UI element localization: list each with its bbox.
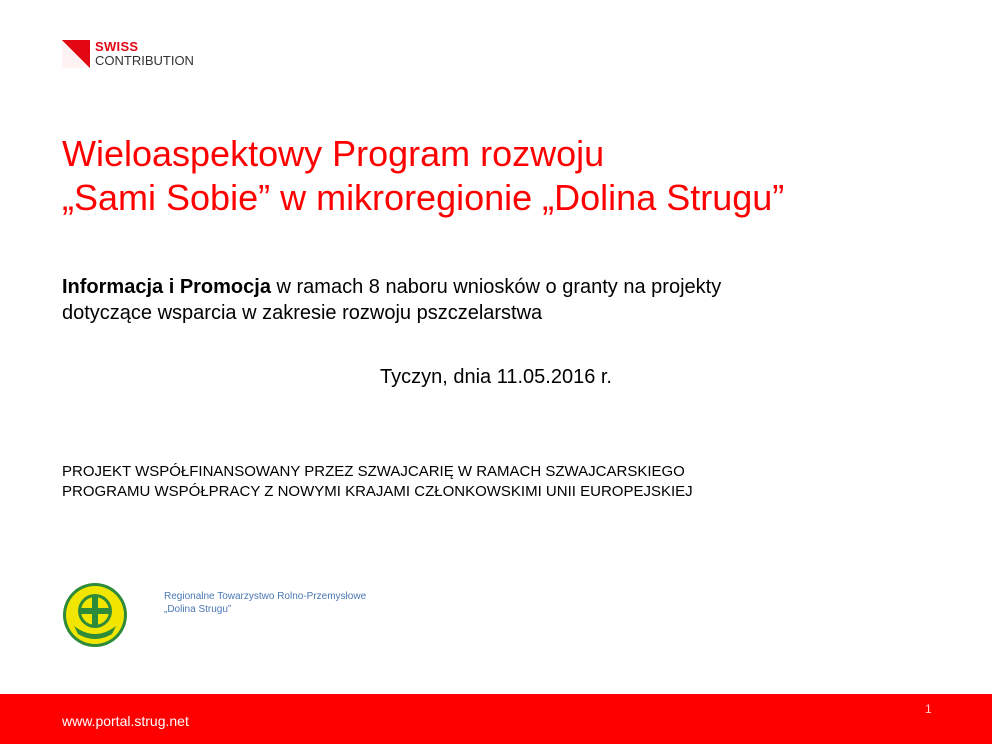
organization-emblem-icon: [62, 582, 128, 648]
project-statement: [62, 462, 962, 502]
slide-title: [62, 132, 942, 220]
swiss-flag-icon: [62, 40, 90, 68]
page-number: 1: [925, 702, 932, 716]
info-bold-text: Informacja i Promocja: [62, 276, 271, 298]
footer-url-link[interactable]: www.portal.strug.net: [62, 713, 189, 729]
logo-line-swiss: SWISS: [95, 39, 139, 54]
title-line-2: „Sami Sobie” w mikroregionie „Dolina Strugu”: [62, 177, 785, 218]
organization-name: [164, 590, 366, 616]
logo-line-contribution: CONTRIBUTION: [95, 53, 194, 68]
info-paragraph: [62, 274, 932, 326]
organization-line-2: „Dolina Strugu”: [164, 604, 232, 615]
organization-line-1: Regionalne Towarzystwo Rolno-Przemysłowe: [164, 591, 367, 602]
info-text-line-2: dotyczące wsparcia w zakresie rozwoju pszczelarstwa: [62, 302, 543, 324]
footer-bar: [0, 694, 992, 744]
title-line-1: Wieloaspektowy Program rozwoju: [62, 133, 605, 174]
project-line-2: PROGRAMU WSPÓŁPRACY Z NOWYMI KRAJAMI CZŁONKOWSKIMI UNII EUROPEJSKIEJ: [62, 483, 693, 500]
project-line-1: PROJEKT WSPÓŁFINANSOWANY PRZEZ SZWAJCARIĘ W RAMACH SZWAJCARSKIEGO: [62, 463, 685, 480]
date-line: Tyczyn, dnia 11.05.2016 r.: [379, 366, 612, 388]
info-text-line-1: w ramach 8 naboru wniosków o granty na projekty: [270, 276, 722, 298]
swiss-contribution-logo: [62, 40, 194, 68]
